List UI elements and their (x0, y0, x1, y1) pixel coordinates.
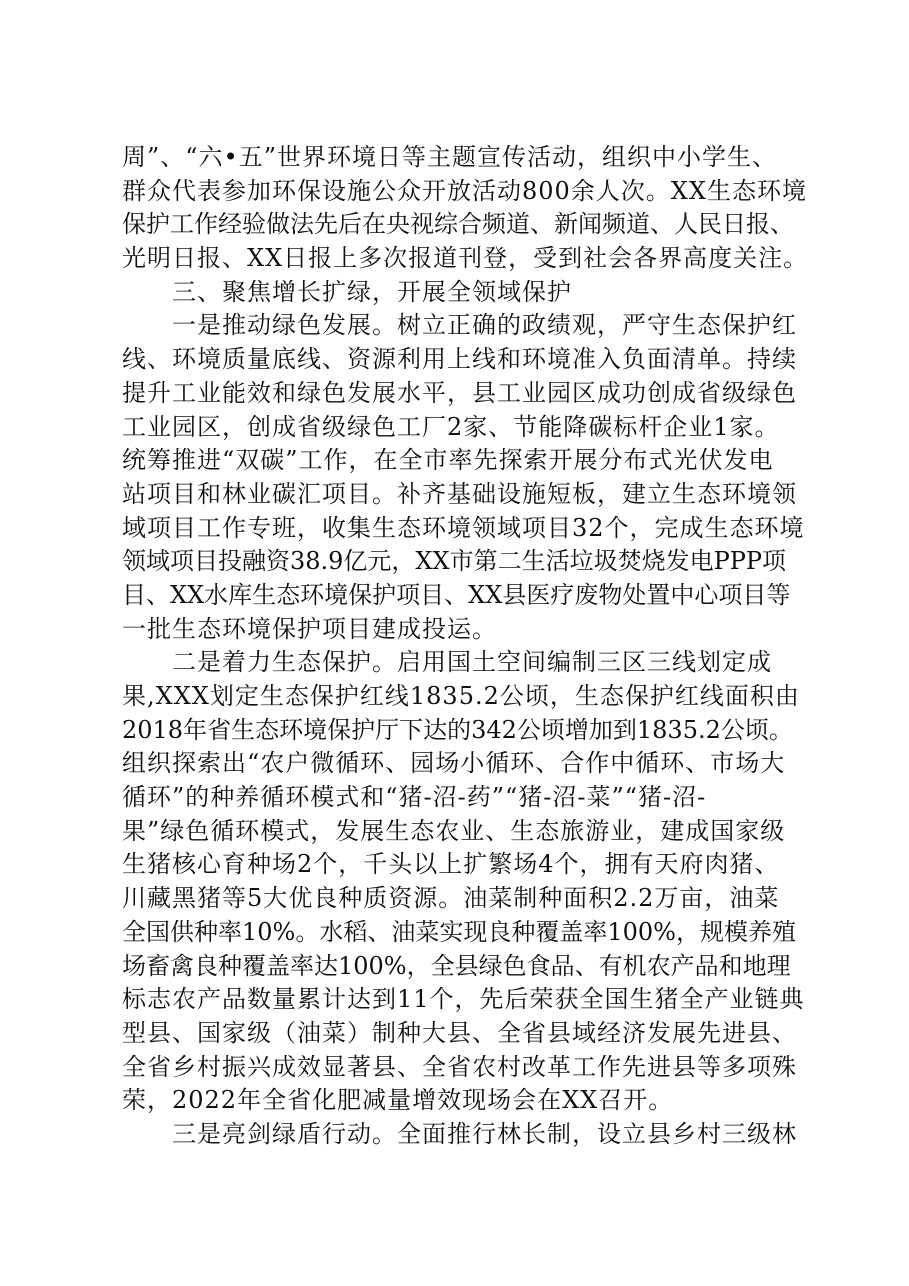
text-line: 统筹推进“双碳”工作，在全市率先探索开展分布式光伏发电 (122, 446, 774, 475)
text-line: 2018年省生态环境保护厅下达的342公顷增加到1835.2公顷。 (122, 715, 793, 744)
text-line: 工业园区，创成省级绿色工厂2家、节能降碳标杆企业1家。 (122, 412, 780, 441)
text-line: 保护工作经验做法先后在央视综合频道、新闻频道、人民日报、 (122, 210, 794, 239)
text-line: 型县、国家级（油菜）制种大县、全省县域经济发展先进县、 (122, 1018, 797, 1047)
text-line: 标志农产品数量累计达到11个，先后荣获全国生猪全产业链典 (122, 985, 805, 1014)
paragraph-first-line: 二是着力生态保护。启用国土空间编制三区三线划定成 (172, 648, 772, 677)
text-line: 生猪核心育种场2个，千头以上扩繁场4个，拥有天府肉猪、 (122, 850, 780, 879)
text-line: 一批生态环境保护项目建成投运。 (122, 614, 497, 643)
text-line: 荣，2022年全省化肥减量增效现场会在XX召开。 (122, 1086, 674, 1115)
text-line: 川藏黑猪等5大优良种质资源。油菜制种面积2.2万亩，油菜 (122, 884, 780, 913)
document-body (122, 141, 812, 1152)
text-line: 目、XX水库生态环境保护项目、XX县医疗废物处置中心项目等 (122, 580, 791, 609)
text-line: 线、环境质量底线、资源利用上线和环境准入负面清单。持续 (122, 345, 797, 374)
text-line: 群众代表参加环保设施公众开放活动800余人次。XX生态环境 (122, 176, 807, 205)
paragraph-first-line: 一是推动绿色发展。树立正确的政绩观，严守生态保护红 (172, 311, 797, 340)
paragraph-first-line: 三是亮剑绿盾行动。全面推行林长制，设立县乡村三级林 (172, 1119, 797, 1148)
text-line: 站项目和林业碳汇项目。补齐基础设施短板，建立生态环境领 (122, 479, 797, 508)
text-line: 场畜禽良种覆盖率达100%，全县绿色食品、有机农产品和地理 (122, 951, 791, 980)
text-line: 光明日报、XX日报上多次报道刊登，受到社会各界高度关注。 (122, 244, 809, 273)
paragraph-first-line: 三、聚焦增长扩绿，开展全领域保护 (172, 277, 572, 306)
text-line: 域项目工作专班，收集生态环境领域项目32个，完成生态环境 (122, 513, 805, 542)
text-line: 全国供种率10%。水稻、油菜实现良种覆盖率100%，规模养殖 (122, 917, 796, 946)
text-line: 果,XXX划定生态保护红线1835.2公顷，生态保护红线面积由 (122, 682, 800, 710)
text-line: 组织探索出“农户微循环、园场小循环、合作中循环、市场大 (122, 749, 786, 778)
text-line: 提升工业能效和绿色发展水平，县工业园区成功创成省级绿色 (122, 378, 797, 407)
text-line: 全省乡村振兴成效显著县、全省农村改革工作先进县等多项殊 (122, 1052, 797, 1081)
text-line: 领域项目投融资38.9亿元，XX市第二生活垃圾焚烧发电PPP项 (122, 547, 787, 576)
text-line: 循环”的种养循环模式和“猪-沼-药”“猪-沼-菜”“猪-沼- (122, 783, 707, 812)
text-line: 果”绿色循环模式，发展生态农业、生态旅游业，建成国家级 (122, 816, 786, 845)
text-line: 周”、“六•五”世界环境日等主题宣传活动，组织中小学生、 (122, 143, 777, 171)
